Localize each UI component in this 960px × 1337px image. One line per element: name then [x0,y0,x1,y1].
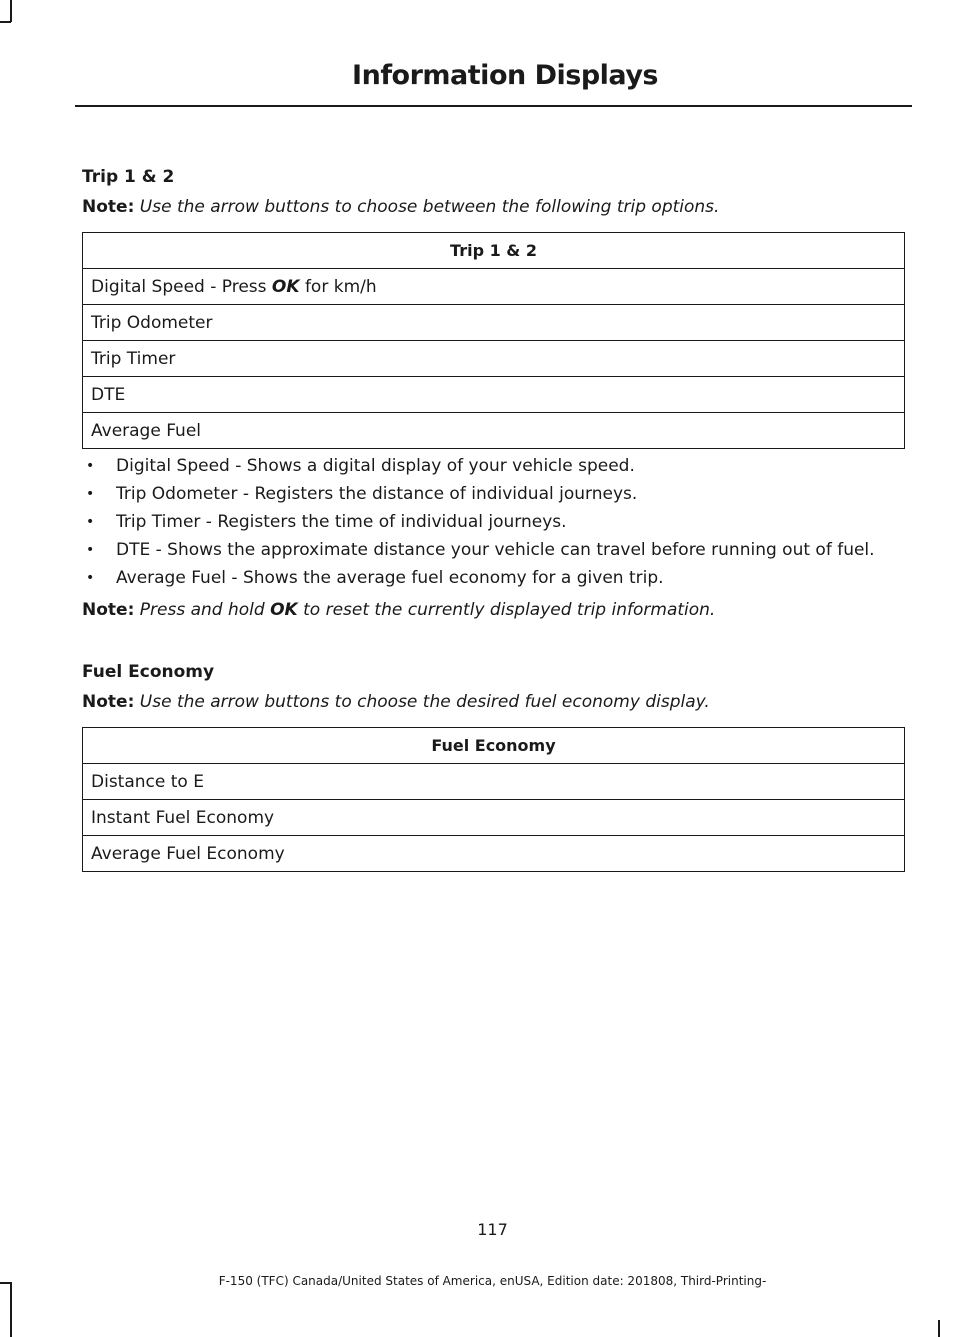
table-header-row [83,728,905,764]
cell-text: for km/h [299,276,377,297]
note-label: Note: [82,600,135,620]
crop-mark-bottom-right-v [938,1320,940,1337]
ok-button-label: OK [270,600,298,620]
table-row [83,341,905,377]
list-item: • DTE - Shows the approximate distance your vehicle can travel before running out of fuel. [82,539,905,561]
note-label: Note: [82,197,135,217]
list-item: • Trip Odometer - Registers the distance of individual journeys. [82,483,905,505]
table-cell: Trip Timer [83,341,905,377]
cell-text: Digital Speed - Press [91,276,272,297]
ok-button-label: OK [271,276,300,297]
table-row [83,377,905,413]
crop-mark-top-left-v [10,0,12,22]
table-cell: DTE [83,377,905,413]
trip-options-table [82,232,905,449]
list-item: • Digital Speed - Shows a digital display of your vehicle speed. [82,455,905,477]
table-cell [83,269,905,305]
page-title: Information Displays [352,60,658,91]
fuel-economy-table [82,727,905,872]
table-header-row [83,233,905,269]
page-number: 117 [477,1220,508,1239]
note-text: Use the arrow buttons to choose between the following trip options. [139,197,720,217]
note-label: Note: [82,692,135,712]
table-header: Fuel Economy [83,728,905,764]
edition-info: F-150 (TFC) Canada/United States of America, enUSA, Edition date: 201808, Third-Printing- [218,1274,767,1288]
table-cell: Distance to E [83,764,905,800]
header-divider [75,105,912,107]
table-row [83,413,905,449]
list-item: • Trip Timer - Registers the time of individual journeys. [82,511,905,533]
note-text [140,600,716,620]
trip-bullet-list [82,455,905,589]
table-cell: Average Fuel [83,413,905,449]
table-header: Trip 1 & 2 [83,233,905,269]
trip-note [82,196,905,218]
note-text: Use the arrow buttons to choose the desired fuel economy display. [139,692,710,712]
crop-mark-bottom-left-v [10,1282,12,1337]
table-row [83,764,905,800]
note-text-prefix: Press and hold [139,600,271,620]
table-cell: Trip Odometer [83,305,905,341]
page-content [82,166,905,872]
note-text-suffix: to reset the currently displayed trip information. [297,600,716,620]
table-row [83,269,905,305]
trip-reset-note [82,599,905,621]
trip-section-heading: Trip 1 & 2 [82,167,175,187]
table-row [83,800,905,836]
list-item: • Average Fuel - Shows the average fuel economy for a given trip. [82,567,905,589]
table-row [83,305,905,341]
fuel-note [82,691,905,713]
table-row [83,836,905,872]
table-cell: Average Fuel Economy [83,836,905,872]
section-spacer [82,635,905,661]
table-cell: Instant Fuel Economy [83,800,905,836]
fuel-section-heading: Fuel Economy [82,662,215,682]
crop-mark-top-left-h [0,21,11,23]
